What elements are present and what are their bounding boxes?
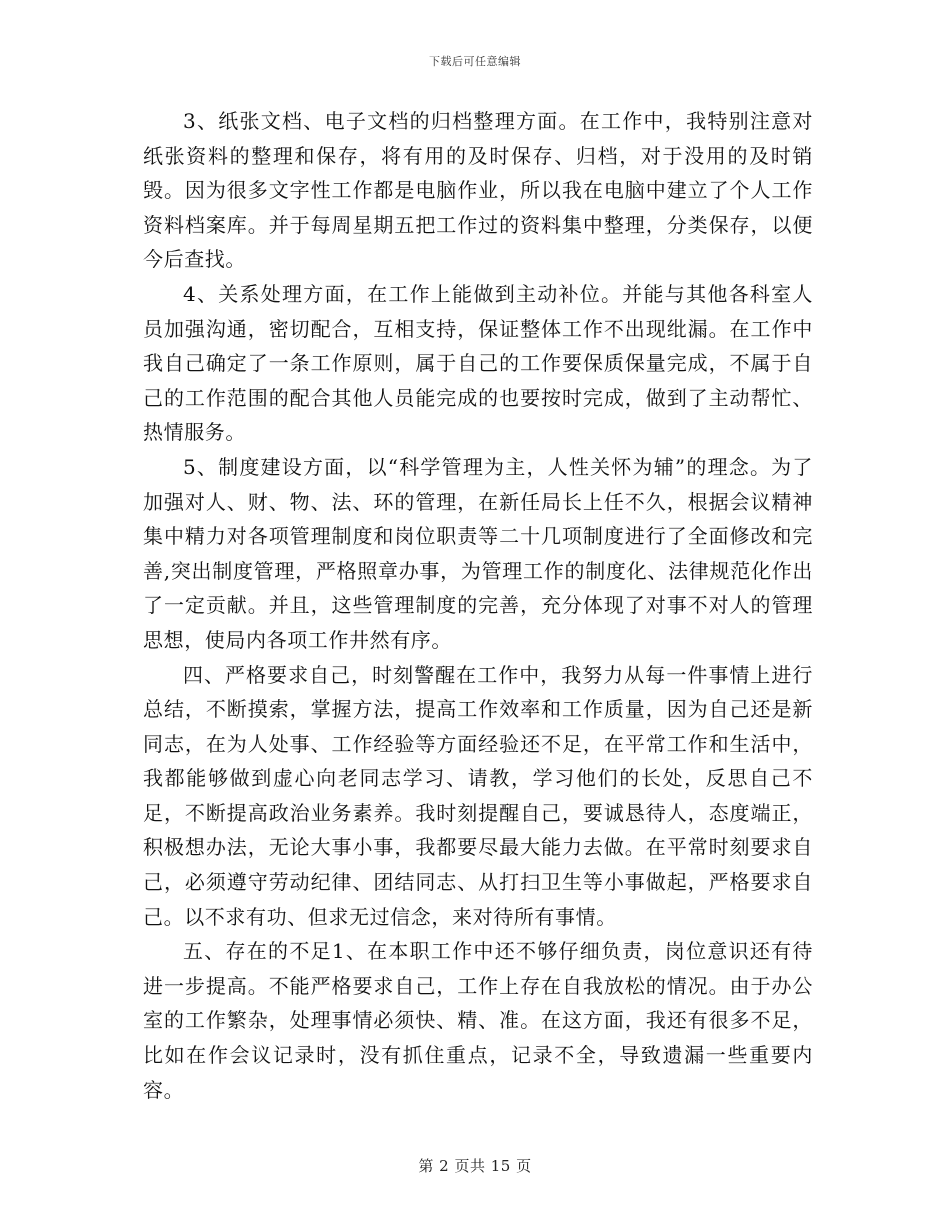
paragraph-archiving: 3、纸张文档、电子文档的归档整理方面。在工作中，我特别注意对纸张资料的整理和保存，将有用的及时保存、归档，对于没用的及时销毁。因为很多文字性工作都是电脑作业，所以我在电脑中建立了个人工作资料档案库。并于每周星期五把工作过的资料集中整理，分类保存，以便今后查找。	[143, 109, 813, 272]
paragraph-self-discipline: 四、严格要求自己，时刻警醒在工作中，我努力从每一件事情上进行总结，不断摸索，掌握方法，提高工作效率和工作质量，因为自己还是新同志，在为人处事、工作经验等方面经验还不足，在平常工作和生活中，我都能够做到虚心向老同志学习、请教，学习他们的长处，反思自己不足，不断提高政治业务素养。我时刻提醒自己，要诚恳待人，态度端正，积极想办法，无论大事小事，我都要尽最大能力去做。在平常时刻要求自己，必须遵守劳动纪律、团结同志、从打扫卫生等小事做起，严格要求自己。以不求有功、但求无过信念，来对待所有事情。	[143, 662, 813, 929]
paragraph-system-building: 5、制度建设方面，以“科学管理为主，人性关怀为辅”的理念。为了加强对人、财、物、法、环的管理，在新任局长上任不久，根据会议精神集中精力对各项管理制度和岗位职责等二十几项制度进行了全面修改和完善,突出制度管理，严格照章办事，为管理工作的制度化、法律规范化作出了一定贡献。并且，这些管理制度的完善，充分体现了对事不对人的管理思想，使局内各项工作井然有序。	[143, 454, 813, 652]
page-header-note: 下载后可任意编辑	[429, 55, 521, 68]
paragraph-shortcomings: 五、存在的不足1、在本职工作中还不够仔细负责，岗位意识还有待进一步提高。不能严格要求自己，工作上存在自我放松的情况。由于办公室的工作繁杂，处理事情必须快、精、准。在这方面，我还有很多不足，比如在作会议记录时，没有抓住重点，记录不全，导致遗漏一些重要内容。	[143, 939, 813, 1102]
page-number: 第 2 页共 15 页	[418, 1157, 532, 1175]
document-body	[143, 104, 813, 1107]
paragraph-relations: 4、关系处理方面，在工作上能做到主动补位。并能与其他各科室人员加强沟通，密切配合，互相支持，保证整体工作不出现纰漏。在工作中我自己确定了一条工作原则，属于自己的工作要保质保量完成，不属于自己的工作范围的配合其他人员能完成的也要按时完成，做到了主动帮忙、热情服务。	[143, 281, 813, 445]
